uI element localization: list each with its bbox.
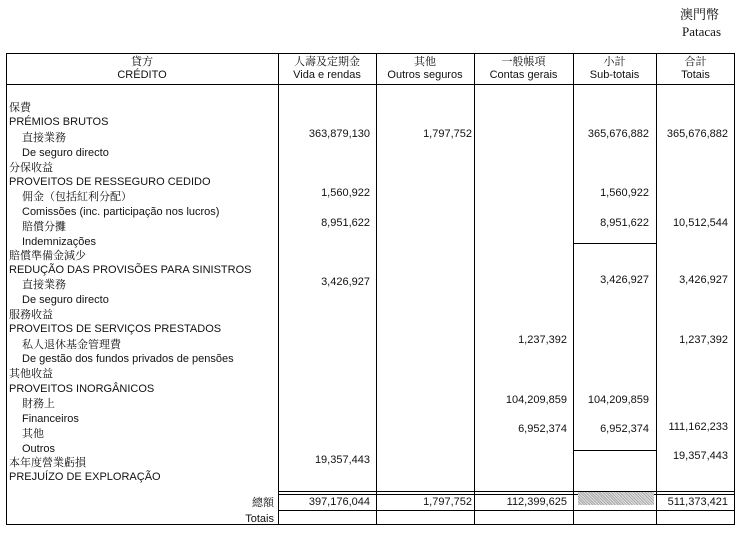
row-label: De seguro directo	[22, 147, 109, 159]
row-label: REDUÇÃO DAS PROVISÕES PARA SINISTROS	[9, 264, 252, 276]
col-divider	[376, 53, 377, 525]
row-label: 直接業務	[22, 132, 66, 144]
cell-value: 363,879,130	[308, 128, 370, 140]
cell-value: 6,952,374	[518, 423, 567, 435]
row-label: Financeiros	[22, 413, 79, 425]
totals-label-pt: Totais	[245, 513, 274, 525]
header-outros: 其他 Outros seguros	[387, 56, 463, 81]
row-label: 私人退休基金管理費	[22, 339, 121, 351]
total-value: 1,797,752	[423, 496, 472, 508]
subtotal-rule	[573, 243, 656, 244]
col-divider	[474, 53, 475, 525]
row-label: 服務收益	[9, 309, 53, 321]
currency-label-pt: Patacas	[682, 24, 721, 39]
cell-value: 6,952,374	[600, 423, 649, 435]
header-vida: 人壽及定期金 Vida e rendas	[293, 56, 361, 81]
row-label: De seguro directo	[22, 294, 109, 306]
header-subtotais: 小計 Sub-totais	[589, 56, 640, 81]
row-label: PREJUÍZO DE EXPLORAÇÃO	[9, 471, 161, 483]
row-label: 佣金（包括紅利分配）	[22, 191, 132, 203]
cell-value: 365,676,882	[587, 128, 649, 140]
cell-value: 104,209,859	[505, 394, 567, 406]
header-totais: 合計 Totais	[681, 56, 710, 81]
cell-value: 19,357,443	[672, 450, 728, 462]
row-label: 分保收益	[9, 162, 53, 174]
cell-value: 104,209,859	[587, 394, 649, 406]
total-value: 397,176,044	[308, 496, 370, 508]
row-label: PROVEITOS DE SERVIÇOS PRESTADOS	[9, 323, 222, 335]
cell-value: 1,560,922	[321, 187, 370, 199]
row-label: Outros	[22, 443, 56, 455]
row-label: 保費	[9, 102, 31, 114]
col-divider	[656, 53, 657, 525]
cell-value: 1,560,922	[600, 187, 649, 199]
cell-value: 3,426,927	[679, 274, 728, 286]
currency-label-zh: 澳門幣	[679, 7, 719, 22]
row-label: PROVEITOS DE RESSEGURO CEDIDO	[9, 176, 211, 188]
cell-value: 3,426,927	[600, 274, 649, 286]
row-label: 其他收益	[9, 368, 53, 380]
row-label: 本年度營業虧損	[9, 457, 86, 469]
col-divider	[573, 53, 574, 525]
cell-value: 365,676,882	[666, 128, 728, 140]
cell-value: 1,237,392	[518, 334, 567, 346]
row-label: Comissões (inc. participação nos lucros)	[22, 206, 220, 218]
row-label: De gestão dos fundos privados de pensões	[22, 353, 234, 365]
shaded-cell	[578, 492, 654, 505]
header-credito: 貸方 CRÉDITO	[117, 56, 167, 81]
row-label: 其他	[22, 428, 44, 440]
header-rule	[6, 84, 735, 85]
cell-value: 10,512,544	[672, 217, 728, 229]
subtotal-rule	[573, 450, 656, 451]
totals-label-zh: 總額	[252, 497, 274, 509]
col-divider	[278, 53, 279, 525]
cell-value: 3,426,927	[321, 276, 370, 288]
row-label: 賠償分攤	[22, 221, 66, 233]
row-label: 財務上	[22, 398, 55, 410]
table-frame	[6, 53, 735, 525]
cell-value: 8,951,622	[600, 217, 649, 229]
total-value: 511,373,421	[667, 496, 728, 508]
row-label: 直接業務	[22, 279, 66, 291]
cell-value: 1,237,392	[679, 334, 728, 346]
cell-value: 8,951,622	[321, 217, 370, 229]
total-value: 112,399,625	[506, 496, 567, 508]
cell-value: 1,797,752	[423, 128, 472, 140]
row-label: Indemnizações	[22, 236, 96, 248]
header-gerais: 一般帳項 Contas gerais	[489, 56, 558, 81]
cell-value: 111,162,233	[668, 421, 728, 433]
row-label: 賠償準備金減少	[9, 250, 86, 262]
totals-rule-top	[278, 491, 735, 492]
row-label: PROVEITOS INORGÂNICOS	[9, 383, 155, 395]
row-label: PRÉMIOS BRUTOS	[9, 116, 109, 128]
totals-rule-bottom	[278, 510, 735, 511]
cell-value: 19,357,443	[314, 454, 370, 466]
